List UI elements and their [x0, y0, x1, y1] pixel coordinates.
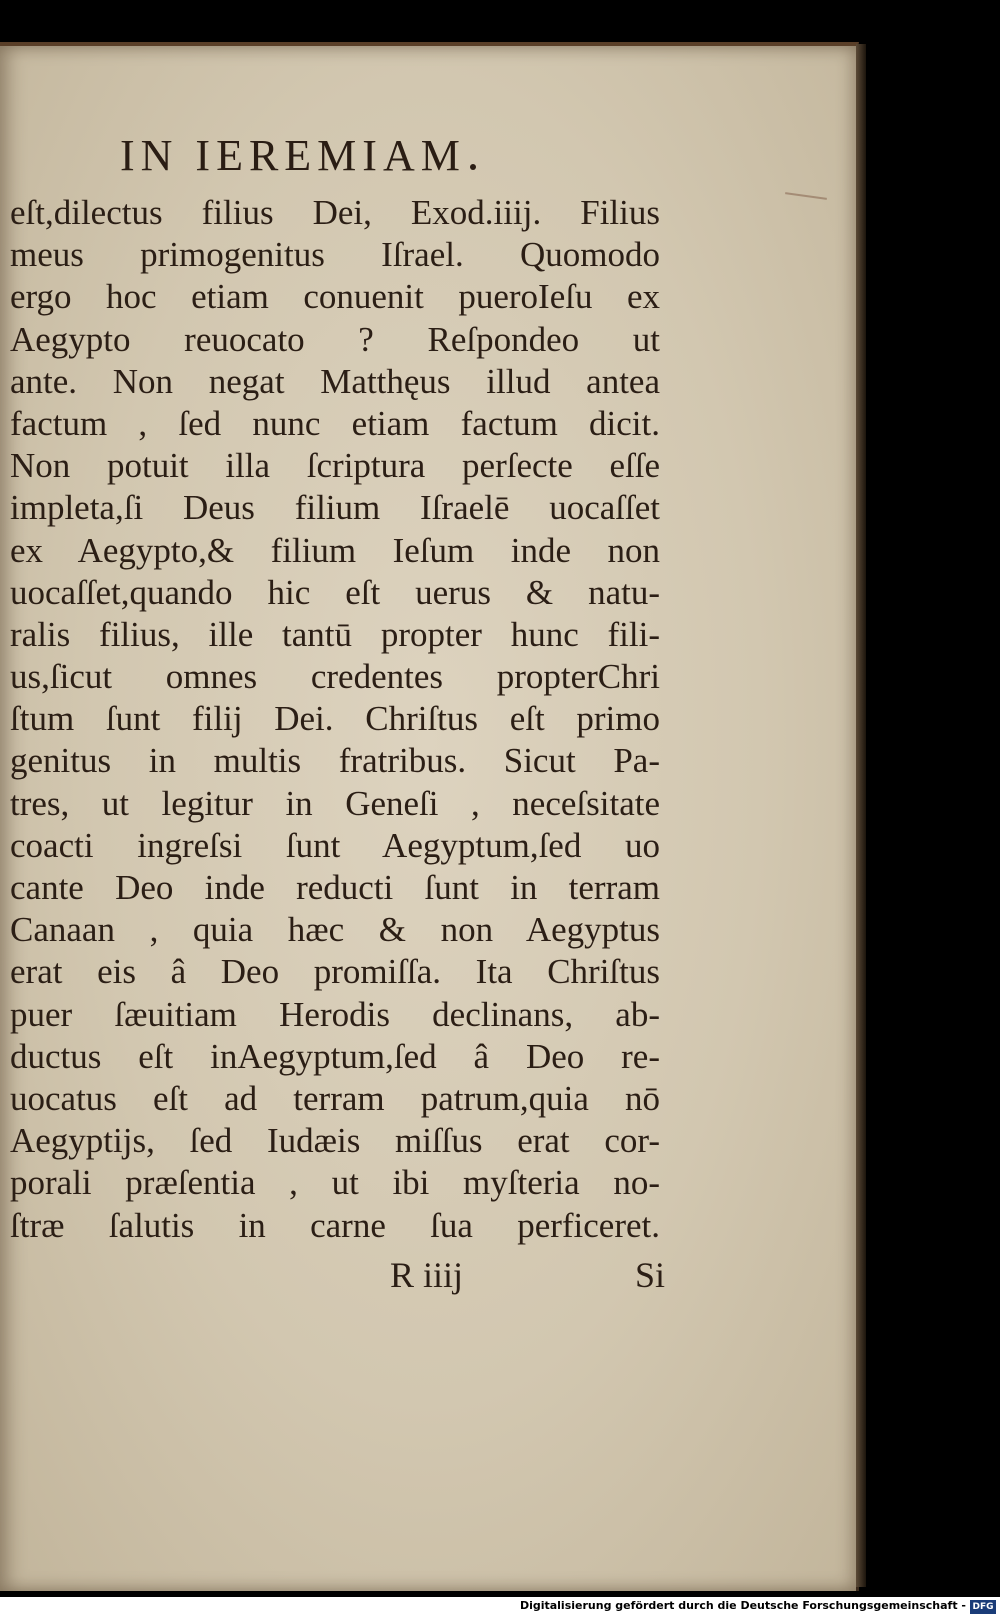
text-line: eſt,dilectus filius Dei, Exod.iiij. Filius — [10, 193, 660, 232]
text-line: impleta,ſi Deus filium Iſraelē uocaſſet — [10, 488, 660, 528]
text-line: ergo hoc etiam conuenit pueroIeſu ex — [10, 277, 660, 317]
text-line: uocatus eſt ad terram patrum,quia nō — [10, 1078, 660, 1118]
text-line: cante Deo inde reducti ſunt in terram — [10, 868, 660, 907]
text-line: meus primogenitus Iſrael. Quomodo — [10, 235, 660, 275]
text-line: Non potuit illa ſcriptura perſecte eſſe — [10, 446, 660, 486]
text-line: ſtræ ſalutis in carne ſua perficeret. — [10, 1205, 660, 1245]
signature-mark: R iiij — [390, 1255, 464, 1295]
text-line: Aegypto reuocato ? Reſpondeo ut — [10, 319, 660, 359]
page-edge — [856, 44, 866, 1587]
text-line: ex Aegypto,& filium Ieſum inde non — [10, 530, 660, 570]
text-line: Canaan , quia hæc & non Aegyptus — [10, 910, 660, 950]
dfg-logo: DFG — [970, 1600, 996, 1614]
running-head-period — [470, 164, 476, 170]
credit-text: Digitalisierung gefördert durch die Deutsche Forschungsgemeinschaft - — [519, 1599, 966, 1612]
text-line: factum , ſed nunc etiam factum dicit. — [10, 403, 660, 443]
text-line: Aegyptijs, ſed Iudæis miſſus erat cor- — [10, 1121, 660, 1161]
text-line: ralis filius, ille tantū propter hunc fili- — [10, 614, 660, 654]
text-line: coacti ingreſsi ſunt Aegyptum,ſed uo — [10, 825, 660, 865]
text-line: puer ſæuitiam Herodis declinans, ab- — [10, 994, 660, 1034]
text-line: genitus in multis fratribus. Sicut Pa- — [10, 741, 660, 781]
body-text — [10, 192, 660, 1247]
running-head — [120, 130, 476, 181]
running-head-text: IN IEREMIAM — [120, 131, 466, 180]
text-line: ante. Non negat Matthęus illud antea — [10, 361, 660, 401]
page-footer — [390, 1254, 665, 1304]
text-line: uocaſſet,quando hic eſt uerus & natu- — [10, 572, 660, 612]
text-line: erat eis â Deo promiſſa. Ita Chriſtus — [10, 952, 660, 992]
text-line: porali præſentia , ut ibi myſteria no- — [10, 1163, 660, 1203]
credit-bar — [0, 1597, 1000, 1618]
text-line: ſtum ſunt filij Dei. Chriſtus eſt primo — [10, 699, 660, 739]
catchword: Si — [634, 1255, 665, 1295]
text-line: us,ſicut omnes credentes propterChri — [10, 657, 660, 697]
text-line: tres, ut legitur in Geneſi , neceſsitate — [10, 783, 660, 823]
text-line: ductus eſt inAegyptum,ſed â Deo re- — [10, 1036, 660, 1076]
